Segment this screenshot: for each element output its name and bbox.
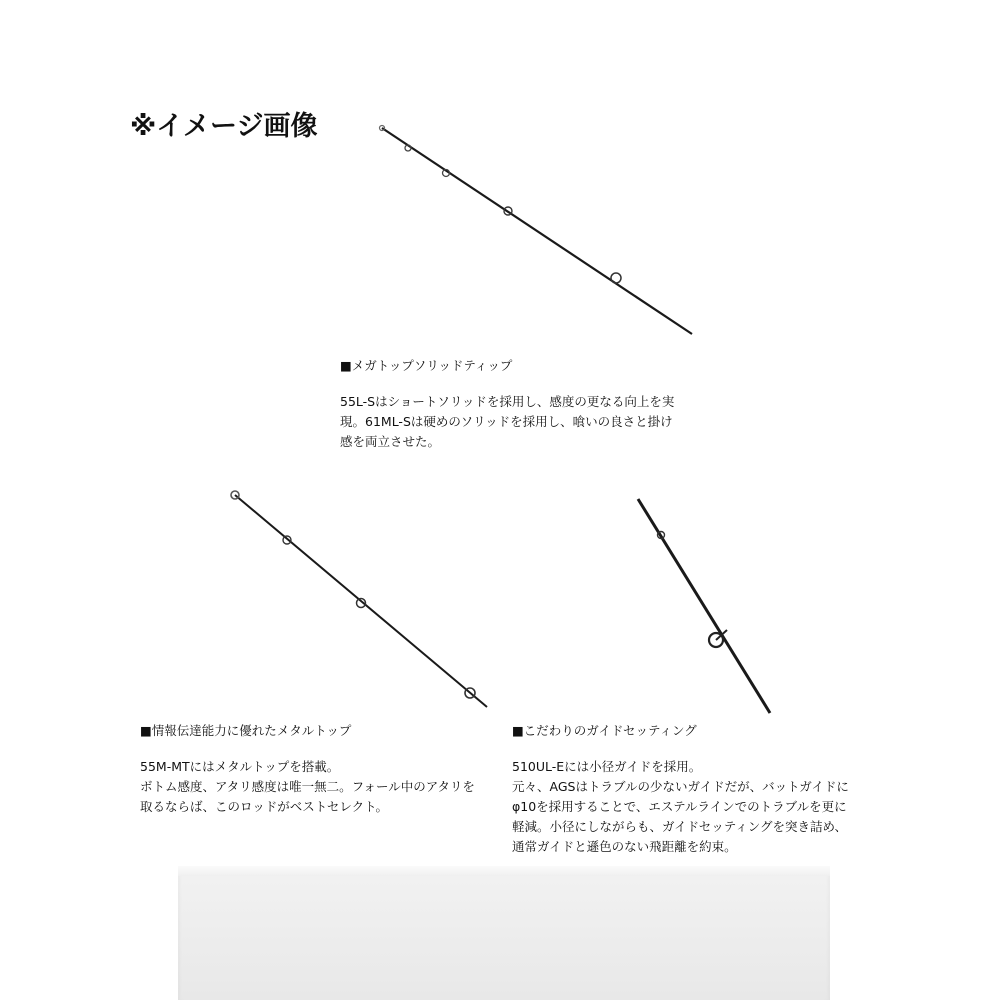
section-line: 510UL-Eには小径ガイドを採用。 — [512, 759, 702, 774]
footer-panel-edge — [178, 866, 830, 876]
section-guide-setting — [512, 721, 872, 857]
rod-tip-image-guide — [628, 495, 778, 720]
section-line: 軽減。小径にしながらも、ガイドセッティングを突き詰め、 — [512, 819, 848, 834]
section-metal-top — [140, 721, 500, 817]
section-heading: ■情報伝達能力に優れたメタルトップ — [140, 723, 352, 738]
rod-tip-image-metal — [225, 485, 495, 715]
section-line: 55L-Sはショートソリッドを採用し、感度の更なる向上を実 — [340, 394, 675, 409]
section-solid-tip — [340, 356, 720, 452]
section-line: 通常ガイドと遜色のない飛距離を約束。 — [512, 839, 737, 854]
section-line: 感を両立させた。 — [340, 434, 441, 449]
image-note: ※イメージ画像 — [130, 111, 318, 142]
section-line: 55M-MTにはメタルトップを搭載。 — [140, 759, 340, 774]
section-line: 現。61ML-Sは硬めのソリッドを採用し、喰いの良さと掛け — [340, 414, 673, 429]
section-line: ボトム感度、アタリ感度は唯一無二。フォール中のアタリを — [140, 779, 475, 794]
section-line: 元々、AGSはトラブルの少ないガイドだが、バットガイドに — [512, 779, 849, 794]
section-line: 取るならば、このロッドがベストセレクト。 — [140, 799, 389, 814]
section-line: φ10を採用することで、エステルラインでのトラブルを更に — [512, 799, 847, 814]
footer-panel — [178, 866, 830, 1000]
section-heading: ■こだわりのガイドセッティング — [512, 723, 697, 738]
section-heading: ■メガトップソリッドティップ — [340, 358, 513, 373]
rod-tip-image-solid — [370, 118, 700, 338]
